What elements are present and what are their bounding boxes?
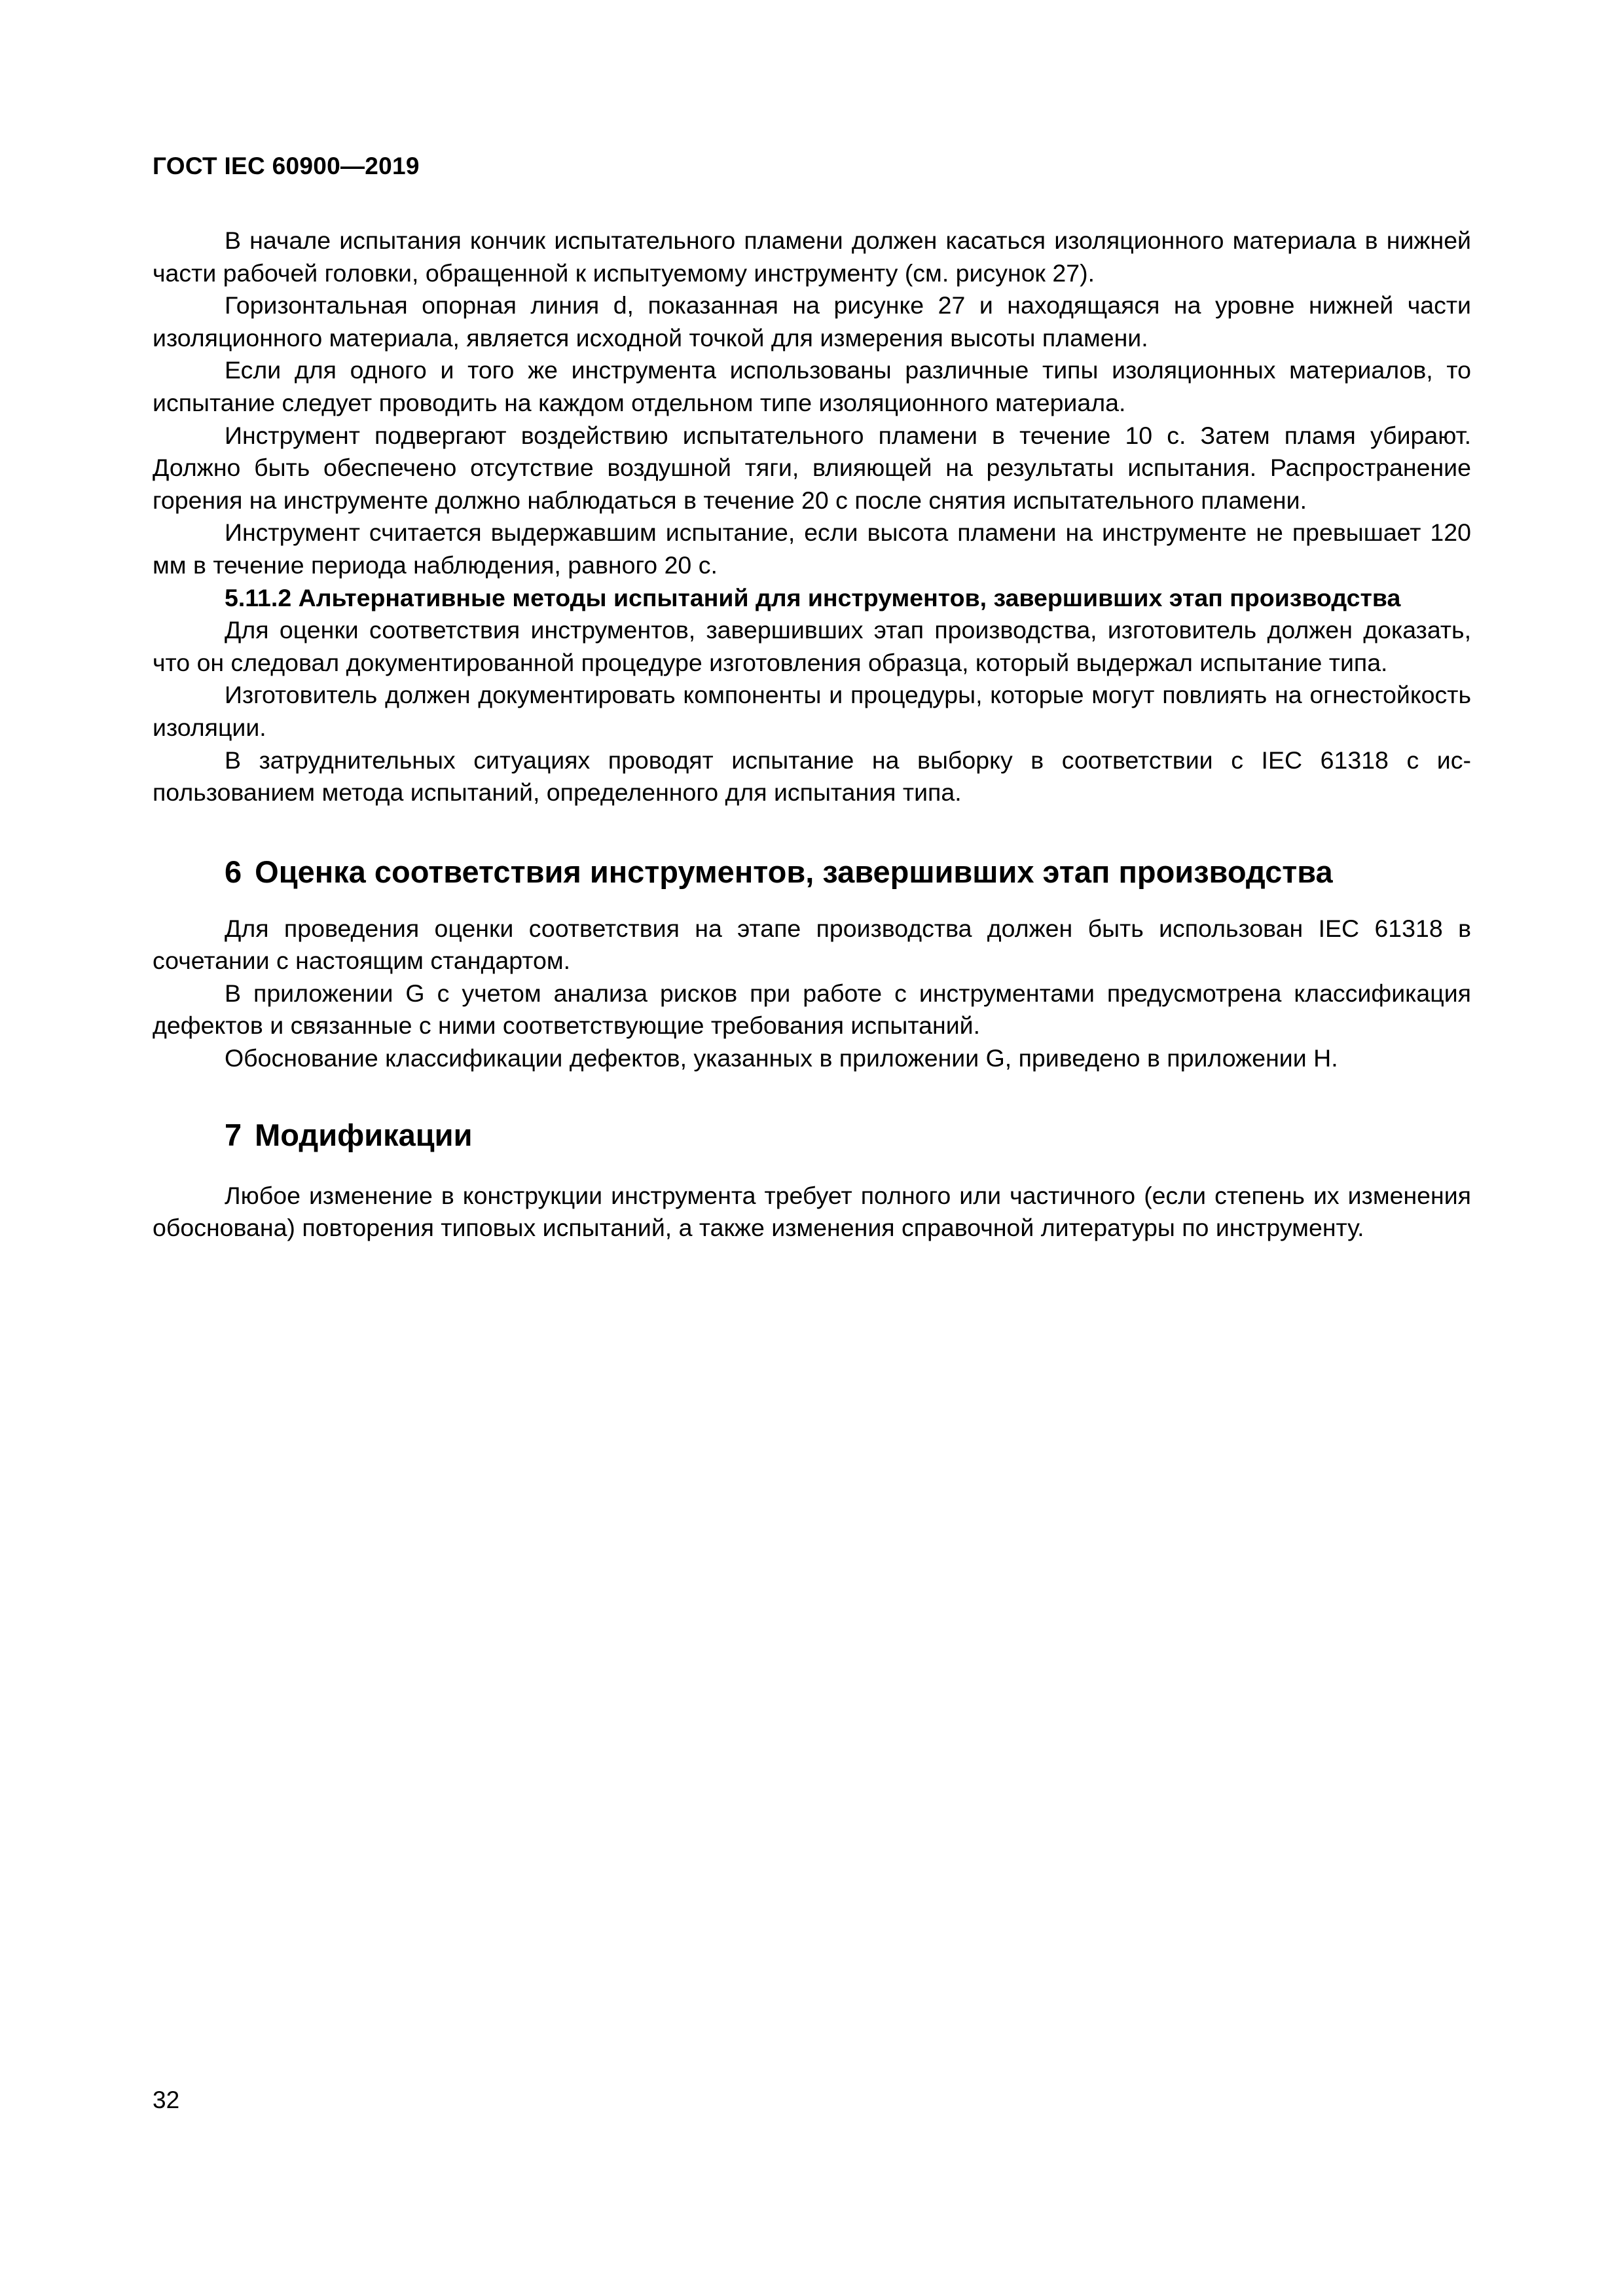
paragraph: Для оценки соответствия инструментов, завершивших этап производства, изготовитель должен доказать, что он следовал документированной процедуре изготовления образца, который выдержал испытание типа. <box>153 616 1471 676</box>
page-body <box>153 225 1471 1245</box>
document-code-header: ГОСТ IEC 60900—2019 <box>153 153 420 179</box>
paragraph: В затруднительных ситуациях проводят испытание на выборку в соответствии с IEC 61318 с использованием метода испытаний, определенного для испытания типа. <box>153 746 1471 807</box>
paragraph: Для проведения оценки соответствия на этапе производства должен быть использован IEC 61318 в сочетании с настоящим стандартом. <box>153 914 1471 975</box>
section-number: 6 <box>225 854 242 889</box>
paragraph: Инструмент считается выдержавшим испытание, если высота пламени на инструменте не превышает 120 мм в течение периода наблюдения, равного 20 с. <box>153 519 1471 579</box>
paragraph: Любое изменение в конструкции инструмента требует полного или частичного (если степень их изменения обоснована) повторения типовых испытаний, а также изменения справочной литературы по инструменту. <box>153 1181 1471 1242</box>
section-heading-7 <box>153 1116 1471 1155</box>
section-number: 7 <box>225 1117 242 1152</box>
paragraph: В приложении G с учетом анализа рисков при работе с инструментами предусмотрена классификация дефектов и связанные с ними соответствующие требования испытаний. <box>153 979 1471 1040</box>
subsection-heading-5-11-2: 5.11.2 Альтернативные методы испытаний для инструментов, завершивших этап производства <box>225 583 1401 611</box>
section-heading-6 <box>153 852 1471 892</box>
paragraph: Если для одного и того же инструмента использованы различные типы изоляционных материалов, то испытание следует проводить на каждом отдельном типе изоляционного материала. <box>153 356 1471 416</box>
paragraph: Горизонтальная опорная линия d, показанная на рисунке 27 и находящаяся на уровне нижней части изоляционного материала, является исходной точкой для измерения высоты пламени. <box>153 291 1471 352</box>
section-title: Модификации <box>255 1117 473 1152</box>
paragraph: Инструмент подвергают воздействию испытательного пламени в течение 10 с. Затем пламя убирают. Должно быть обеспечено отсутствие воздушной тяги, влияющей на результаты испытания. Распространение горения на инструменте должно наблюдаться в течение 20 с после снятия испытательного пламени. <box>153 421 1471 514</box>
section-title: Оценка соответствия инструментов, завершивших этап производства <box>255 854 1333 889</box>
page-number: 32 <box>153 2086 180 2113</box>
paragraph: Изготовитель должен документировать компоненты и процедуры, которые могут повлиять на огнестойкость изоляции. <box>153 681 1471 741</box>
paragraph: Обоснование классификации дефектов, указанных в приложении G, приведено в приложении H. <box>225 1044 1338 1072</box>
paragraph: В начале испытания кончик испытательного пламени должен касаться изоляционного материала в нижней части рабочей головки, обращенной к испытуемому инструменту (см. рисунок 27). <box>153 227 1471 287</box>
